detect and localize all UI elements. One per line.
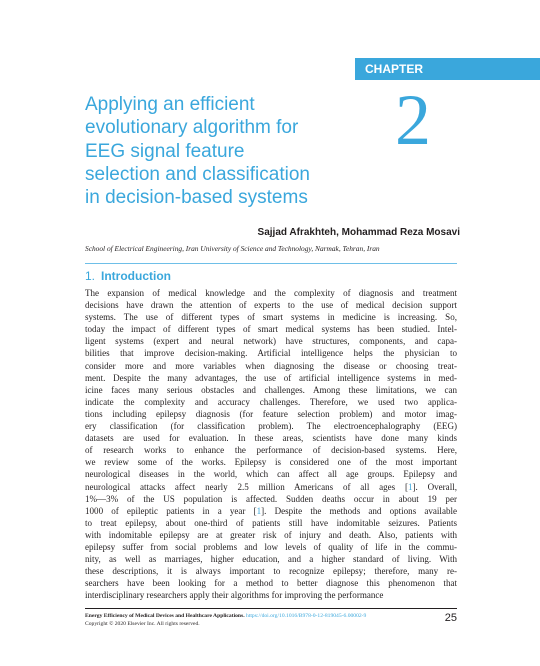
body-line: systems. The use of different types of smart systems in medicine is increasing. So, — [85, 312, 457, 323]
body-line: of research works to enhance the performance of decision-based systems. Here, — [85, 445, 457, 456]
book-title: Energy Efficiency of Medical Devices and Healthcare Applications. — [85, 613, 245, 619]
body-line: decisions have drawn the attention of experts to the use of medical decision support — [85, 300, 457, 311]
body-line: searchers have been looking for a method to better diagnose this phenomenon that — [85, 578, 457, 589]
page-number: 25 — [444, 612, 457, 624]
chapter-number: 2 — [395, 80, 431, 160]
section-number: 1. — [85, 269, 96, 283]
body-line: 1%—3% of the US population is affected. Sudden deaths occur in about 19 per — [85, 493, 457, 504]
section-divider — [85, 263, 457, 264]
body-line: to treat epilepsy, about one-third of patients still have indomitable seizures. Patients — [85, 517, 457, 528]
body-line: ligent systems (expert and neural network) have structures, components, and capa- — [85, 336, 457, 347]
body-line: we review some of the works. Epilepsy is considered one of the most important — [85, 457, 457, 468]
body-line: epilepsy suffer from social problems and low levels of quality of life in the commu- — [85, 541, 457, 552]
body-line: consider more and more variables when diagnosing the disease or choosing treat- — [85, 360, 457, 371]
authors: Sajjad Afrakhteh, Mohammad Reza Mosavi — [257, 227, 460, 238]
section-heading — [85, 269, 171, 283]
body-line: today the impact of different types of smart medical systems has been studied. Intel- — [85, 324, 457, 335]
body-line: neurological diseases in the world, which can affect all age groups. Epilepsy and — [85, 469, 457, 480]
body-line-text: neurological attacks affect nearly 2.5 million Americans of all ages — [85, 481, 396, 492]
affiliation: School of Electrical Engineering, Iran University of Science and Technology, Narmak, Tehran, Iran — [85, 244, 380, 253]
body-line: bilities that improve decision-making. Artificial intelligence helps the physician to — [85, 348, 457, 359]
citation-link[interactable]: 1 — [256, 505, 262, 516]
body-line: ment. Despite the many advantages, the use of artificial intelligence systems in med- — [85, 372, 457, 383]
body-line: 1000 of epileptic patients in a year [1]. Despite the methods and options available — [85, 505, 457, 516]
body-line: tions including epilepsy diagnosis (for feature selection problem) and motor imag- — [85, 408, 457, 419]
body-line-tail: . Despite the methods and options available — [264, 505, 457, 516]
chapter-label-bar: CHAPTER — [355, 58, 540, 80]
body-line-tail: . Overall, — [415, 481, 457, 492]
body-line: interdisciplinary researchers apply their algorithms for improving the performance — [85, 590, 384, 601]
copyright: Copyright © 2020 Elsevier Inc. All rights reserved. — [85, 621, 200, 627]
doi-link[interactable]: https://doi.org/10.1016/B978-0-12-819045-6.00002-9 — [246, 613, 367, 619]
body-line: nity, as well as marriages, higher education, and a higher standard of living. With — [85, 554, 457, 565]
chapter-title: Applying an efficient evolutionary algorithm for EEG signal feature selection and classification in decision-based systems — [85, 94, 310, 209]
footer — [85, 612, 405, 628]
citation-link[interactable]: 1 — [408, 481, 413, 492]
body-line: datasets are used for evaluation. In these areas, scientists have done many kinds — [85, 433, 457, 444]
body-line: icine faces many serious obstacles and challenges. Among these limitations, we can — [85, 384, 457, 395]
footer-divider — [85, 608, 457, 609]
body-line: indicate the complexity and accuracy challenges. Therefore, we used two applica- — [85, 396, 457, 407]
body-line: The expansion of medical knowledge and the complexity of diagnosis and treatment — [85, 288, 457, 298]
body-line: these descriptions, it is always important to recognize epilepsy; therefore, many re- — [85, 566, 457, 577]
body-paragraph — [85, 287, 457, 601]
body-line-text: 1000 of epileptic patients in a year — [85, 505, 246, 516]
body-line: ery classification (for classification problem). The electroencephalography (EEG) — [85, 421, 457, 432]
body-line: with indomitable epilepsy are at greater risk of injury and death. Also, patients with — [85, 529, 457, 540]
section-title: Introduction — [101, 269, 171, 283]
body-line: neurological attacks affect nearly 2.5 million Americans of all ages [1]. Overall, — [85, 481, 457, 492]
